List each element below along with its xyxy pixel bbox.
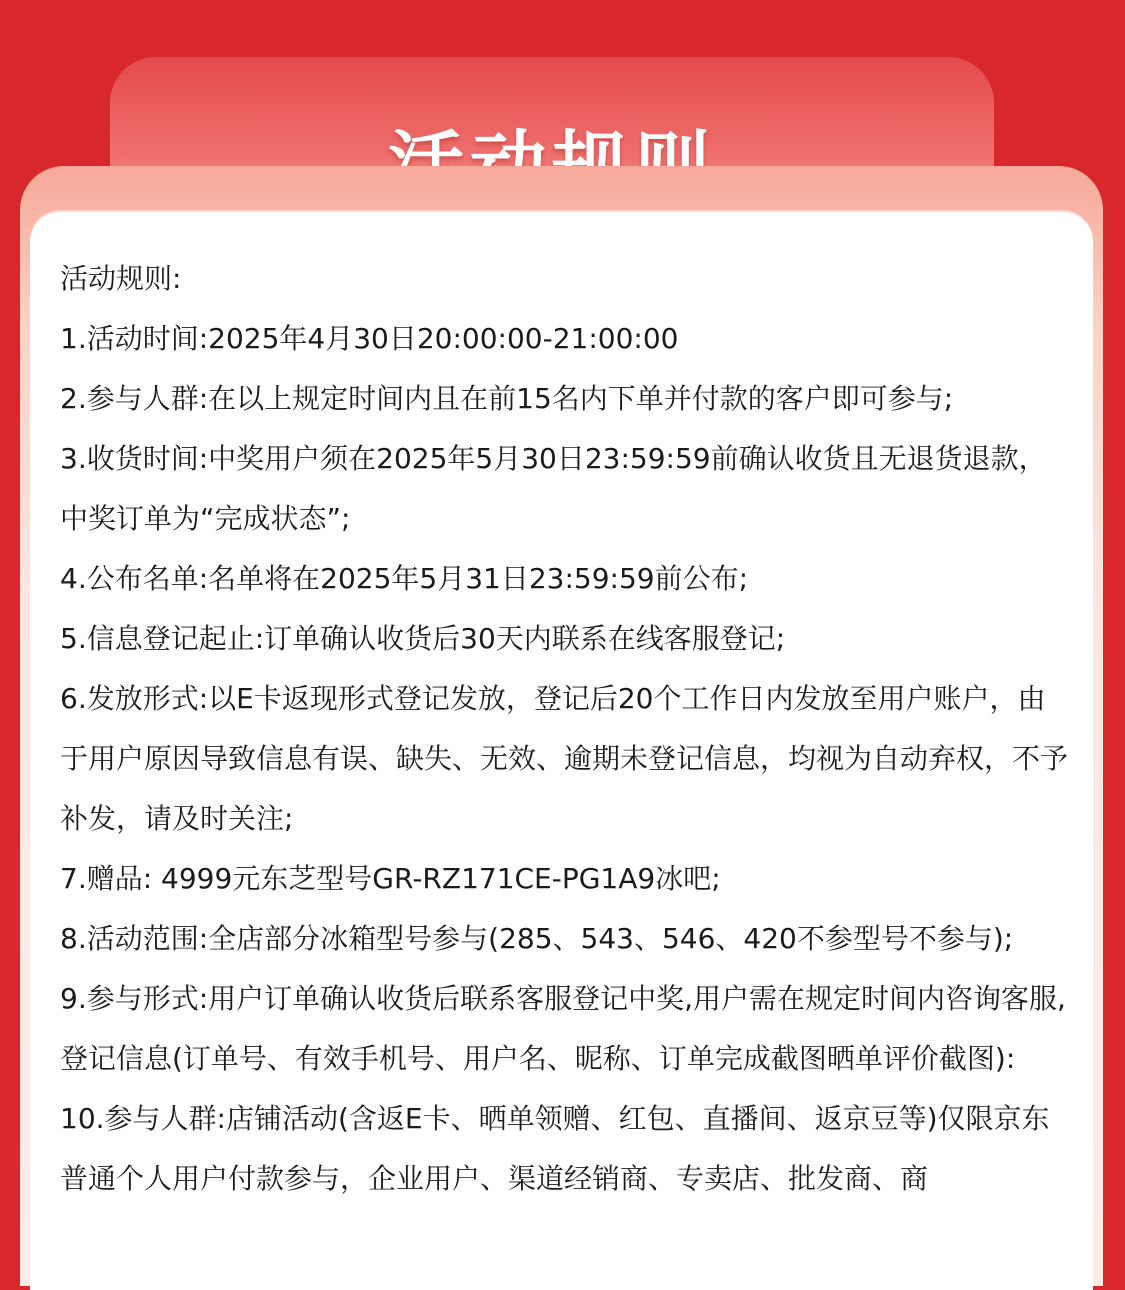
rule-item-3: 3.收货时间:中奖用户须在2025年5月30日23:59:59前确认收货且无退货退款，中奖订单为“完成状态”;	[60, 442, 1047, 535]
rule-item-4: 4.公布名单:名单将在2025年5月31日23:59:59前公布;	[60, 562, 749, 595]
rule-item-1: 1.活动时间:2025年4月30日20:00:00-21:00:00	[60, 322, 679, 355]
rules-heading: 活动规则:	[60, 262, 182, 295]
rule-item-5: 5.信息登记起止:订单确认收货后30天内联系在线客服登记;	[60, 622, 786, 655]
rule-item-7: 7.赠品: 4999元东芝型号GR-RZ171CE-PG1A9冰吧;	[60, 862, 721, 895]
rule-item-10: 10.参与人群:店铺活动(含返E卡、晒单领赠、红包、直播间、返京豆等)仅限京东普通个人用户付款参与，企业用户、渠道经销商、专卖店、批发商、商	[60, 1102, 1050, 1195]
rule-item-6: 6.发放形式:以E卡返现形式登记发放，登记后20个工作日内发放至用户账户，由于用户原因导致信息有误、缺失、无效、逾期未登记信息，均视为自动弃权，不予补发，请及时关注;	[60, 682, 1069, 835]
rule-item-2: 2.参与人群:在以上规定时间内且在前15名内下单并付款的客户即可参与;	[60, 382, 954, 415]
rules-content	[60, 249, 1072, 1209]
rule-item-9: 9.参与形式:用户订单确认收货后联系客服登记中奖,用户需在规定时间内咨询客服,登记信息(订单号、有效手机号、用户名、昵称、订单完成截图晒单评价截图):	[60, 982, 1066, 1075]
rule-item-8: 8.活动范围:全店部分冰箱型号参与(285、543、546、420不参型号不参与);	[60, 922, 1014, 955]
